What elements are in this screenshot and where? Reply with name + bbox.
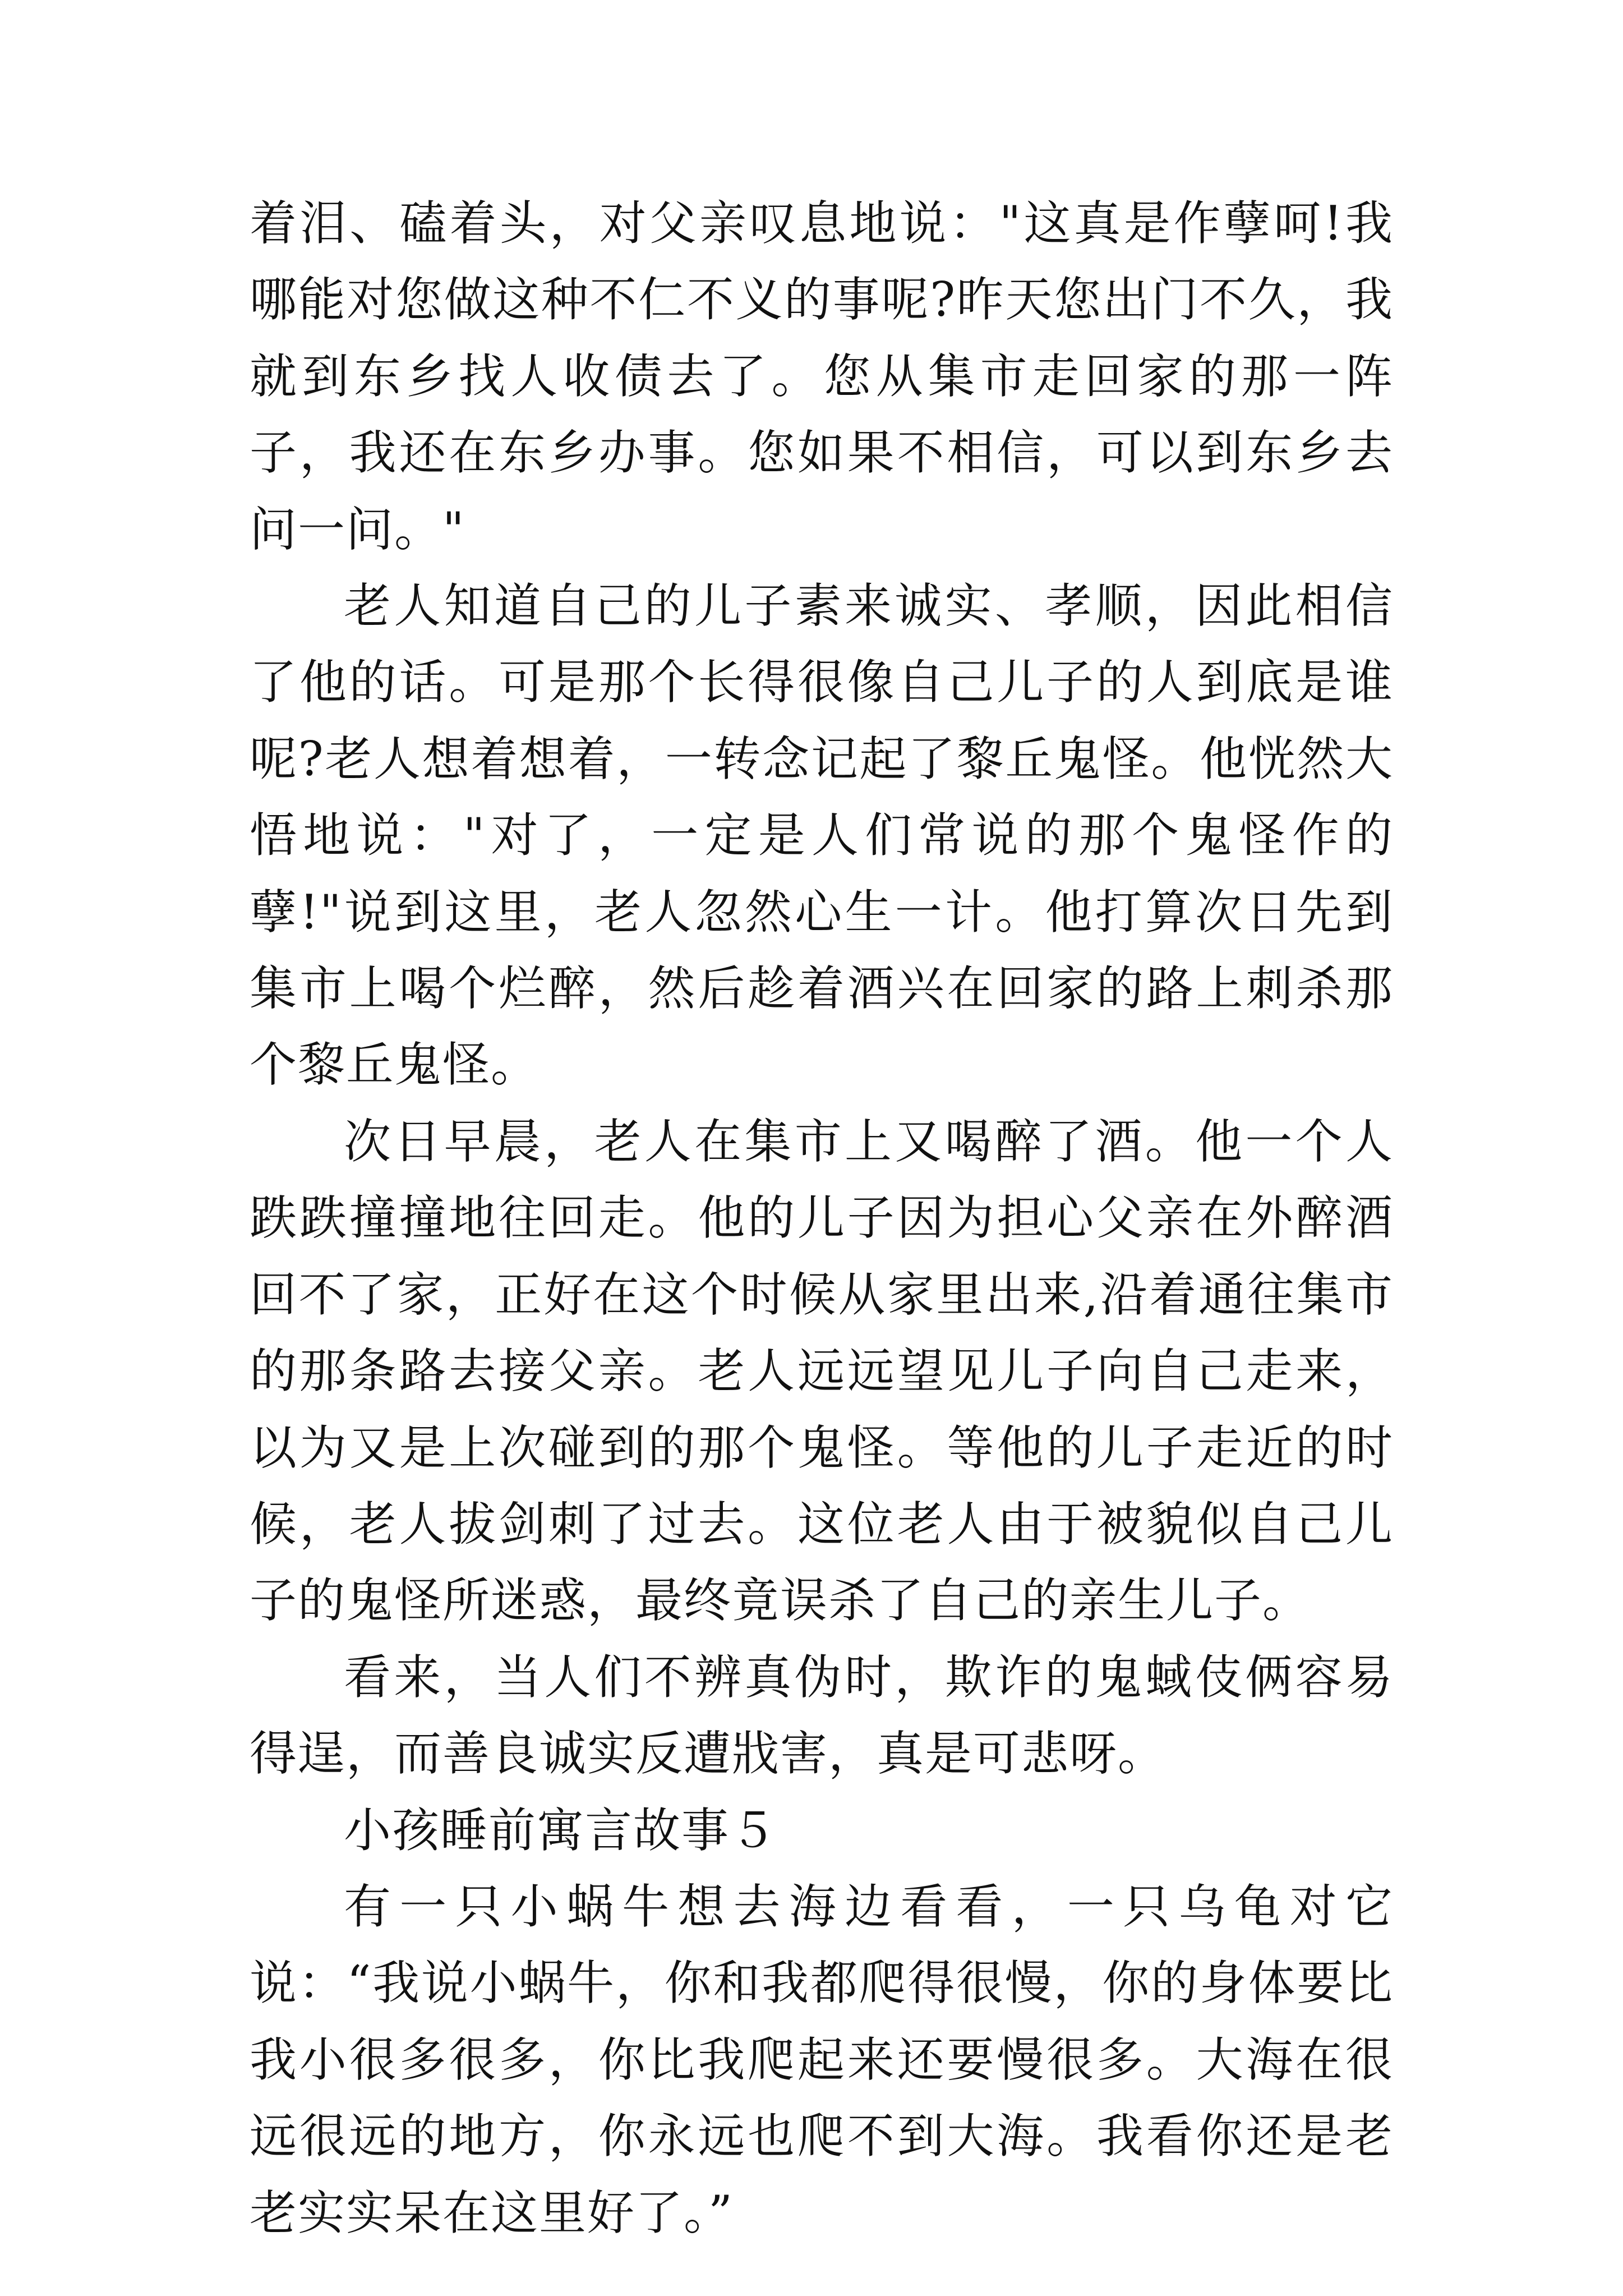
paragraph: 老人知道自己的儿子素来诚实、孝顺，因此相信了他的话。可是那个长得很像自己儿子的人到底是谁呢?老人想着想着，一转念记起了黎丘鬼怪。他恍然大悟地说："对了，一定是人们常说的那个鬼怪作的孽!"说到这里，老人忽然心生一计。他打算次日先到集市上喝个烂醉，然后趁着酒兴在回家的路上刺杀那个黎丘鬼怪。	[250, 578, 1394, 1093]
body-text	[250, 185, 1394, 2251]
paragraph: 有一只小蜗牛想去海边看看，一只乌龟对它说：“我说小蜗牛，你和我都爬得很慢，你的身体要比我小很多很多，你比我爬起来还要慢很多。大海在很远很远的地方，你永远也爬不到大海。我看你还是老老实实呆在这里好了。”	[250, 1879, 1394, 2240]
paragraph-continued: 着泪、磕着头，对父亲叹息地说："这真是作孽呵!我哪能对您做这种不仁不义的事呢?昨天您出门不久，我就到东乡找人收债去了。您从集市走回家的那一阵子，我还在东乡办事。您如果不相信，可以到东乡去问一问。"	[250, 196, 1394, 557]
paragraph: 次日早晨，老人在集市上又喝醉了酒。他一个人跌跌撞撞地往回走。他的儿子因为担心父亲在外醉酒回不了家，正好在这个时候从家里出来,沿着通往集市的那条路去接父亲。老人远远望见儿子向自己走来，以为又是上次碰到的那个鬼怪。等他的儿子走近的时候，老人拔剑刺了过去。这位老人由于被貌似自己儿子的鬼怪所迷惑，最终竟误杀了自己的亲生儿子。	[250, 1114, 1394, 1628]
paragraph: 看来，当人们不辨真伪时，欺诈的鬼蜮伎俩容易得逞，而善良诚实反遭戕害，真是可悲呀。	[250, 1649, 1394, 1782]
section-heading: 小孩睡前寓言故事５	[344, 1802, 778, 1858]
